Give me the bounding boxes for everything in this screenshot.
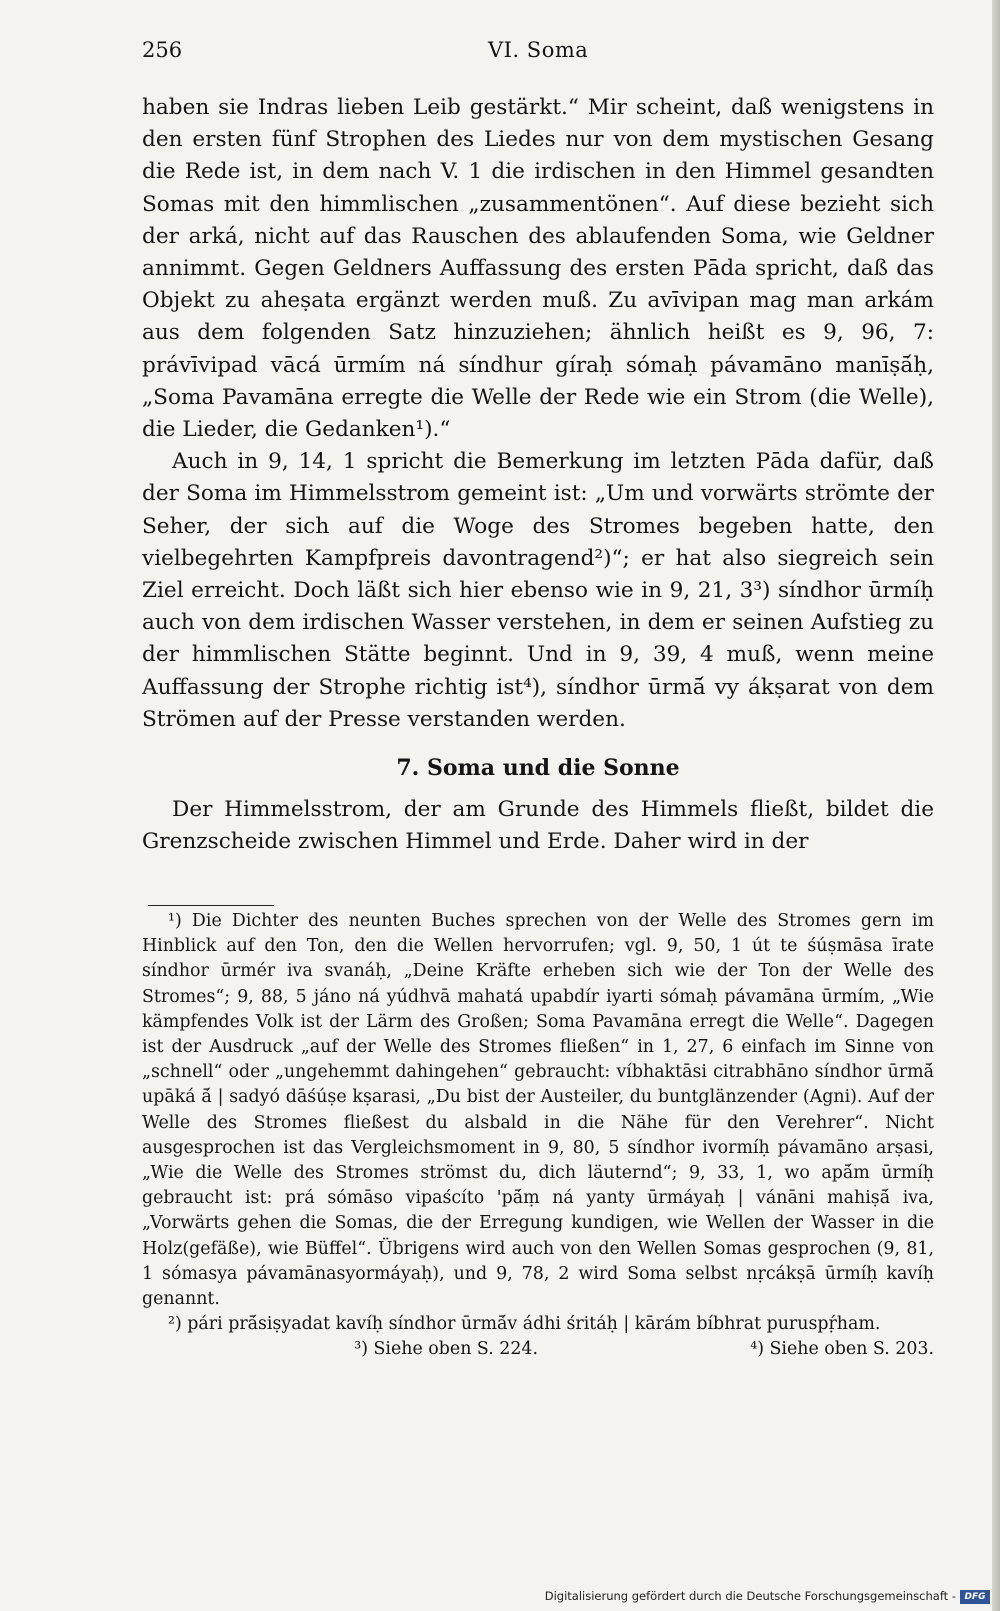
footnote-rule: [148, 905, 274, 906]
page-edge: [992, 0, 1000, 1611]
main-text: [142, 92, 934, 858]
paragraph-3: Der Himmelsstrom, der am Grunde des Himmels fließt, bildet die Grenzscheide zwischen Himmel und Erde. Daher wird in der: [142, 797, 934, 855]
footnote-3: ³) Siehe oben S. 224.: [354, 1339, 538, 1360]
page-header: [142, 38, 934, 72]
footnote-refs: [142, 1337, 934, 1362]
footnote-2: ²) pári prā́siṣyadat kavíḥ síndhor ūrmā́v ádhi śritáḥ | kārám bíbhrat puruspṛ́ham.: [168, 1314, 881, 1335]
running-title: VI. Soma: [488, 38, 589, 62]
paragraph-2: Auch in 9, 14, 1 spricht die Bemerkung im letzten Pāda dafür, daß der Soma im Himmelsstrom gemeint ist: „Um und vorwärts strömte der Seher, der sich auf die Woge des Stromes begeben hatte, den vielbegehrten Kampfpreis davontragend²)“; er hat also siegreich sein Ziel erreicht. Doch läßt sich hier ebenso wie in 9, 21, 3³) síndhor ūrmíḥ auch von dem irdischen Wasser verstehen, in dem er seinen Aufstieg zu der himmlischen Stätte beginnt. Und in 9, 39, 4 muß, wenn meine Auffassung der Strophe richtig ist⁴), síndhor ūrmā́ vy ákṣarat von dem Strömen auf der Presse verstanden werden.: [142, 449, 934, 732]
digitization-credit: Digitalisierung gefördert durch die Deutsche Forschungsgemeinschaft -: [544, 1589, 956, 1603]
footnote-1: ¹) Die Dichter des neunten Buches sprechen von der Welle des Stromes gern im Hinblick auf den Ton, den die Wellen hervorrufen; vgl. 9, 50, 1 út te śúṣmāsa īrate síndhor ūrmér iva svanáḥ, „Deine Kräfte erheben sich wie der Ton der Welle des Stromes“; 9, 88, 5 jáno ná yúdhvā mahatá upabdír iyarti sómaḥ pávamāna ūrmím, „Wie kämpfendes Volk ist der Lärm des Großen; Soma Pavamāna erregt die Welle“. Dagegen ist der Ausdruck „auf der Welle des Stromes fließen“ in 1, 27, 6 einfach im Sinne von „schnell“ oder „ungehemmt dahingehen“ gebraucht: víbhaktāsi citrabhāno síndhor ūrmā́ upāká ā́ | sadyó dāśúṣe kṣarasi, „Du bist der Austeiler, du buntglänzender (Agni). Auf der Welle des Stromes fließest du alsbald in die Nähe für den Verehrer“. Nicht ausgesprochen ist das Vergleichsmoment in 9, 80, 5 síndhor ivormíḥ pávamāno arṣasi, „Wie die Welle des Stromes strömst du, dich läuternd“; 9, 33, 1, wo apā́m ūrmíḥ gebraucht ist: prá sómāso vipaścíto 'pā́ṃ ná yanty ūrmáyaḥ | vánāni mahiṣā́ iva, „Vorwärts gehen die Somas, die der Erregung kundigen, wie Wellen der Wasser in die Holz(gefäße), wie Büffel“. Übrigens wird auch von den Wellen Somas gesprochen (9, 81, 1 sómasya pávamānasyormáyaḥ), und 9, 78, 2 wird Soma selbst nṛcákṣā ūrmíḥ kavíḥ genannt.: [142, 911, 934, 1310]
paragraph-1: haben sie Indras lieben Leib gestärkt.“ Mir scheint, daß wenigstens in den ersten fünf Strophen des Liedes nur von dem mystischen Gesang die Rede ist, in dem nach V. 1 die irdischen in den Himmel gesandten Somas mit den himmlischen „zusammentönen“. Auf diese bezieht sich der arká, nicht auf das Rauschen des ablaufenden Soma, wie Geldner annimmt. Gegen Geldners Auffassung des ersten Pāda spricht, daß das Objekt zu aheṣata ergänzt werden muß. Zu avīvipan mag man arkám aus dem folgenden Satz hinzuziehen; ähnlich heißt es 9, 96, 7: právīvipad vācá ūrmím ná síndhur gíraḥ sómaḥ pávamāno manīṣā́ḥ, „Soma Pavamāna erregte die Welle der Rede wie ein Strom (die Welle), die Lieder, die Gedanken¹).“: [142, 95, 934, 443]
footnote-4: ⁴) Siehe oben S. 203.: [750, 1339, 934, 1360]
section-heading: 7. Soma und die Sonne: [396, 755, 680, 782]
page-number: 256: [142, 38, 183, 62]
footnotes: [142, 909, 934, 1363]
dfg-logo-icon: DFG: [960, 1590, 990, 1604]
